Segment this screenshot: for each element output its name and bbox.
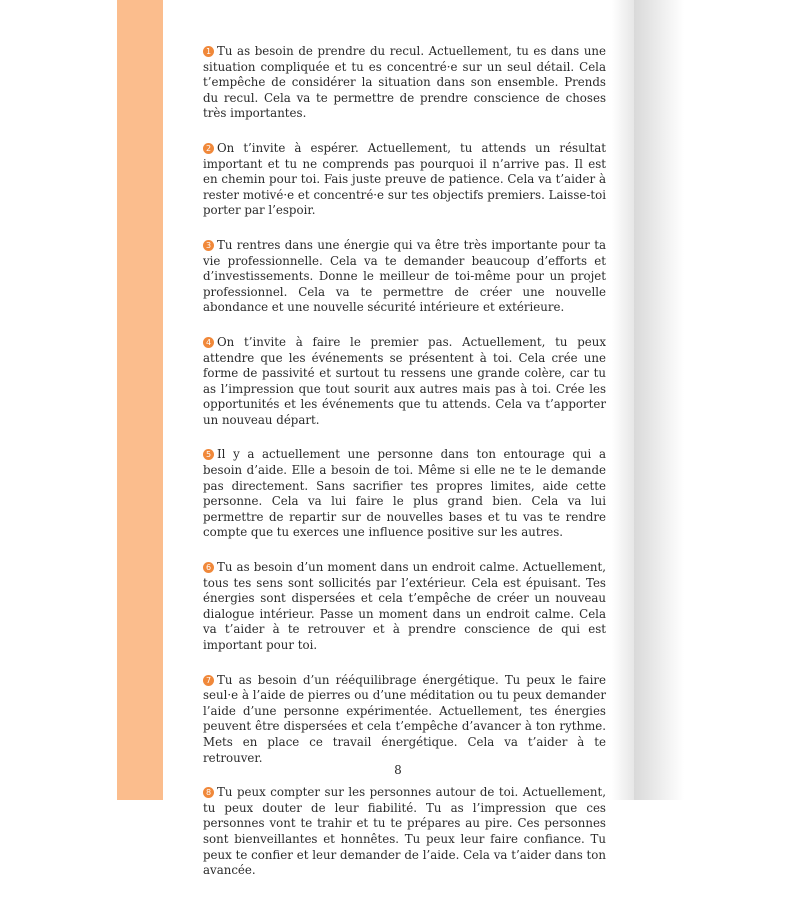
number-badge-1: 1: [203, 46, 214, 57]
paragraph-2: [203, 141, 606, 219]
paragraph-6: [203, 560, 606, 654]
paragraph-8: [203, 785, 606, 879]
paragraph-1: [203, 44, 606, 122]
orange-side-band: [117, 0, 163, 800]
paragraph-text: Tu as besoin d’un moment dans un endroit calme. Actuellement, tous tes sens sont sollicités par l’extérieur. Cela est épuisant. Tes énergies sont dispersées et cela t’empêche de créer un nouveau dialogue intérieur. Passe un moment dans un endroit calme. Cela va t’aider à te retrouver et à prendre conscience de qui est important pour toi.: [203, 560, 606, 652]
number-badge-6: 6: [203, 562, 214, 573]
number-badge-5: 5: [203, 449, 214, 460]
number-badge-2: 2: [203, 143, 214, 154]
number-badge-4: 4: [203, 337, 214, 348]
paragraph-5: [203, 447, 606, 541]
paragraph-text: Tu as besoin de prendre du recul. Actuellement, tu es dans une situation compliquée et tu es concentré·e sur un seul détail. Cela t’empêche de considérer la situation dans son ensemble. Prends du recul. Cela va te permettre de prendre conscience de choses très importantes.: [203, 44, 606, 121]
paragraph-text: Tu rentres dans une énergie qui va être très importante pour ta vie professionnelle. Cela va te demander beaucoup d’efforts et d’investissements. Donne le meilleur de toi-même pour un projet professionnel. Cela va te permettre de créer une nouvelle abondance et une nouvelle sécurité intérieure et extérieure.: [203, 237, 606, 315]
paragraph-3: [203, 238, 606, 316]
number-badge-7: 7: [203, 675, 214, 686]
page-gutter-shadow: [612, 0, 634, 800]
number-badge-3: 3: [203, 240, 214, 251]
paragraph-text: Tu as besoin d’un rééquilibrage énergétique. Tu peux le faire seul·e à l’aide de pierres ou d’une méditation ou tu peux demander l’aide d’une personne expérimentée. Actuellement, tes énergies peuvent être dispersées et cela t’empêche d’avancer à ton rythme. Mets en place ce travail énergétique. Cela va t’aider à te retrouver.: [203, 672, 606, 765]
paragraph-text: Il y a actuellement une personne dans ton entourage qui a besoin d’aide. Elle a besoin de toi. Même si elle ne te le demande pas directement. Sans sacrifier tes propres limites, aide cette personne. Cela va lui faire le plus grand bien. Cela va lui permettre de repartir sur de nouvelles bases et tu vas te rendre compte que tu exerces une influence positive sur les autres.: [203, 447, 606, 540]
paragraph-text: On t’invite à espérer. Actuellement, tu attends un résultat important et tu ne comprends pas pourquoi il n’arrive pas. Il est en chemin pour toi. Fais juste preuve de patience. Cela va t’aider à rester motivé·e et concentré·e sur tes objectifs premiers. Laisse-toi porter par l’espoir.: [203, 140, 606, 218]
right-margin: [634, 0, 684, 800]
paragraph-7: [203, 673, 606, 767]
paragraph-text: Tu peux compter sur les personnes autour de toi. Actuellement, tu peux douter de leur fiabilité. Tu as l’impression que ces personnes vont te trahir et tu te prépares au pire. Ces personnes sont bienveillantes et honnêtes. Tu peux leur faire confiance. Tu peux te confier et leur demander de l’aide. Cela va t’aider dans ton avancée.: [203, 785, 606, 878]
number-badge-8: 8: [203, 787, 214, 798]
left-margin: [0, 0, 117, 800]
paragraph-text: On t’invite à faire le premier pas. Actuellement, tu peux attendre que les événements se présentent à toi. Cela crée une forme de passivité et surtout tu ressens une grande colère, car tu as l’impression que tout sourit aux autres mais pas à toi. Crée les opportunités et les événements que tu attends. Cela va t’apporter un nouveau départ.: [203, 334, 606, 427]
paragraph-4: [203, 335, 606, 429]
page-number: 8: [394, 763, 402, 777]
